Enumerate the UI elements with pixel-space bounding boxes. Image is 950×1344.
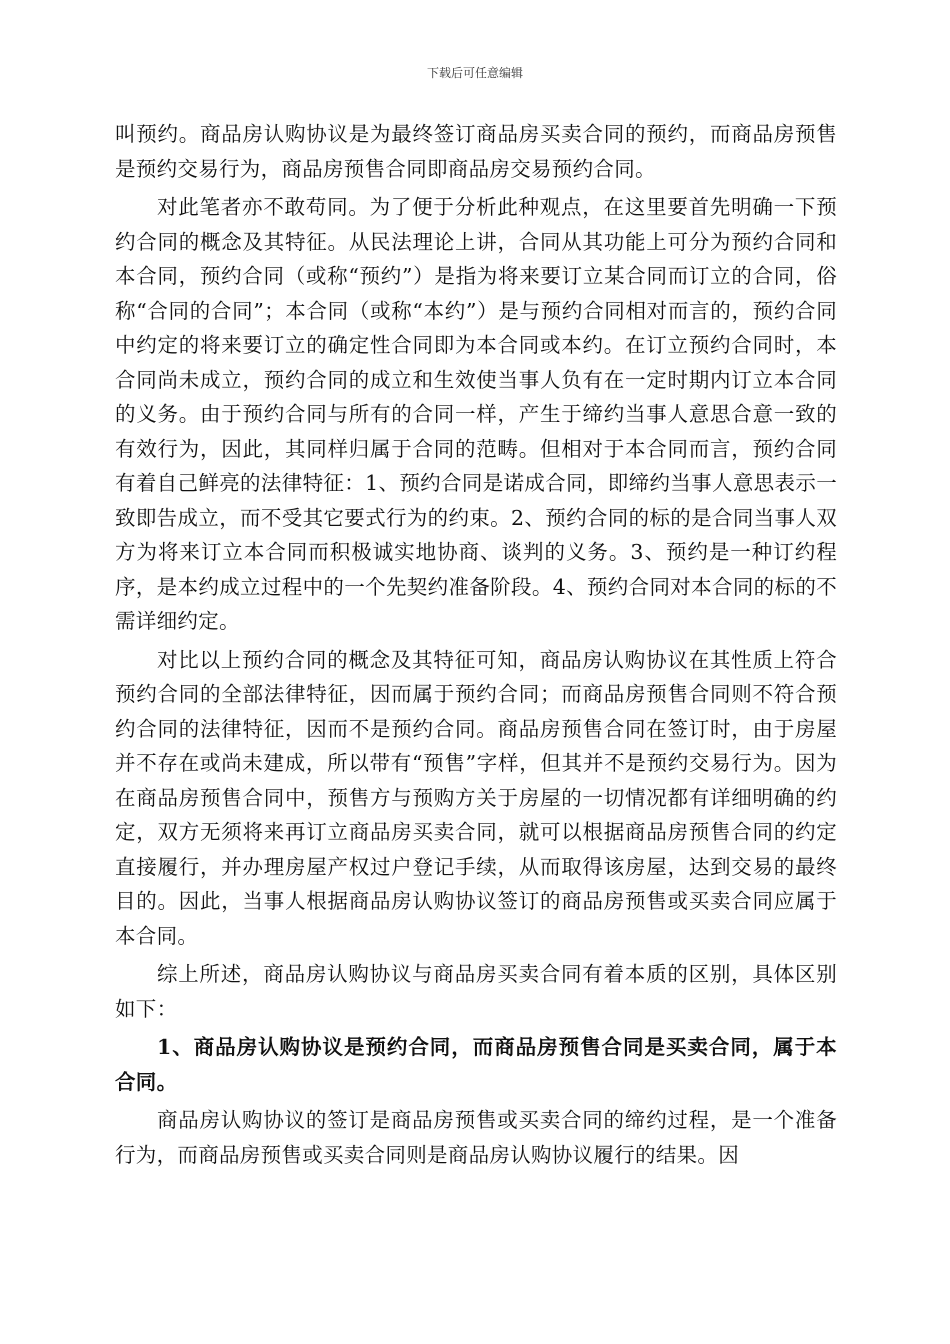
section-heading-1: 1、商品房认购协议是预约合同，而商品房预售合同是买卖合同，属于本合同。 bbox=[115, 1035, 837, 1094]
page-header: 下载后可任意编辑 bbox=[426, 66, 523, 80]
paragraph-section-1-body: 商品房认购协议的签订是商品房预售或买卖合同的缔约过程，是一个准备行为，而商品房预售或买卖合同则是商品房认购协议履行的结果。因 bbox=[115, 1108, 837, 1167]
paragraph-preliminary-contract-definition: 对此笔者亦不敢苟同。为了便于分析此种观点，在这里要首先明确一下预约合同的概念及其特征。从民法理论上讲，合同从其功能上可分为预约合同和本合同，预约合同（或称“预约”）是指为将来要订立某合同而订立的合同，俗称“合同的合同”；本合同（或称“本约”）是与预约合同相对而言的，预约合同中约定的将来要订立的确定性合同即为本合同或本约。在订立预约合同时，本合同尚未成立，预约合同的成立和生效使当事人负有在一定时期内订立本合同的义务。由于预约合同与所有的合同一样，产生于缔约当事人意思合意一致的有效行为，因此，其同样归属于合同的范畴。但相对于本合同而言，预约合同有着自己鲜亮的法律特征：1、预约合同是诺成合同，即缔约当事人意思表示一致即告成立，而不受其它要式行为的约束。2、预约合同的标的是合同当事人双方为将来订立本合同而积极诚实地协商、谈判的义务。3、预约是一种订约程序，是本约成立过程中的一个先契约准备阶段。4、预约合同对本合同的标的不需详细约定。 bbox=[115, 195, 837, 633]
paragraph-comparison: 对比以上预约合同的概念及其特征可知，商品房认购协议在其性质上符合预约合同的全部法律特征，因而属于预约合同；而商品房预售合同则不符合预约合同的法律特征，因而不是预约合同。商品房预售合同在签订时，由于房屋并不存在或尚未建成，所以带有“预售”字样，但其并不是预约交易行为。因为在商品房预售合同中，预售方与预购方关于房屋的一切情况都有详细明确的约定，双方无须将来再订立商品房买卖合同，就可以根据商品房预售合同的约定直接履行，并办理房屋产权过户登记手续，从而取得该房屋，达到交易的最终目的。因此，当事人根据商品房认购协议签订的商品房预售或买卖合同应属于本合同。 bbox=[115, 647, 837, 948]
document-body bbox=[115, 117, 837, 1176]
paragraph-summary: 综上所述，商品房认购协议与商品房买卖合同有着本质的区别，具体区别如下： bbox=[115, 962, 837, 1021]
paragraph-continuation: 叫预约。商品房认购协议是为最终签订商品房买卖合同的预约，而商品房预售是预约交易行为，商品房预售合同即商品房交易预约合同。 bbox=[115, 122, 837, 181]
